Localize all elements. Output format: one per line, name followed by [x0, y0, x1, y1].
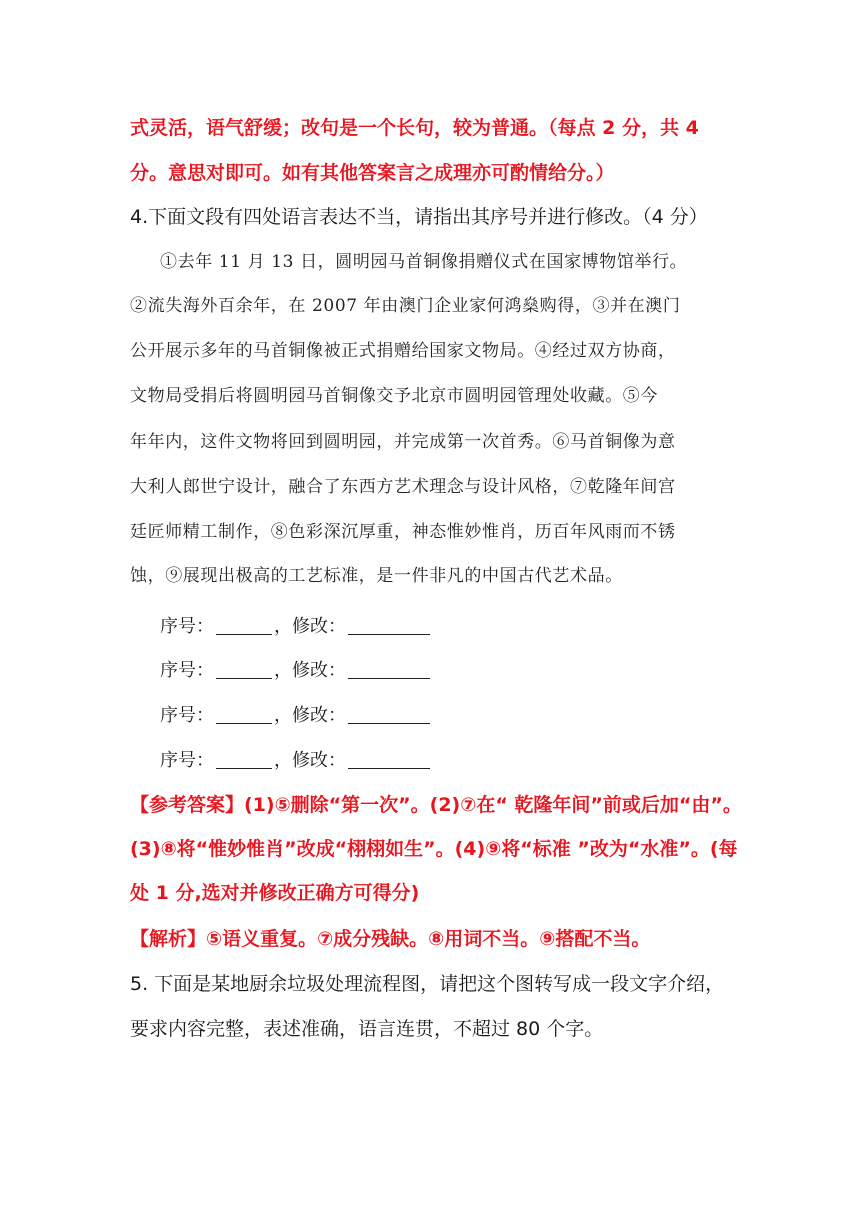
- question-5-line-2: 要求内容完整，表述准确，语言连贯，不超过 80 个字。: [130, 1018, 604, 1040]
- reference-answer-line-3: 处 1 分,选对并修改正确方可得分): [130, 882, 420, 904]
- passage-line-2: ②流失海外百余年，在 2007 年由澳门企业家何鸿燊购得，③并在澳门: [130, 296, 681, 316]
- answer-blank-row: [160, 750, 430, 770]
- revision-blank[interactable]: [348, 660, 430, 679]
- revision-blank[interactable]: [348, 705, 430, 724]
- reference-answer-line-2: (3)⑧将“惟妙惟肖”改成“栩栩如生”。(4)⑨将“标准 ”改为“水准”。(每: [130, 838, 738, 860]
- serial-blank[interactable]: [216, 616, 272, 635]
- revision-label: ，修改：: [274, 616, 346, 637]
- passage-line-7: 廷匠师精工制作，⑧色彩深沉厚重，神态惟妙惟肖，历百年风雨而不锈: [130, 522, 676, 542]
- answer-blank-row: [160, 660, 430, 680]
- reference-answer-line-1: 【参考答案】(1)⑤删除“第一次”。(2)⑦在“ 乾隆年间”前或后加“由”。: [130, 794, 742, 816]
- revision-blank[interactable]: [348, 616, 430, 635]
- serial-label: 序号：: [160, 750, 214, 771]
- revision-label: ，修改：: [274, 750, 346, 771]
- passage-line-4: 文物局受捐后将圆明园马首铜像交予北京市圆明园管理处收藏。⑤今: [130, 386, 658, 406]
- serial-label: 序号：: [160, 705, 214, 726]
- revision-blank[interactable]: [348, 750, 430, 769]
- prev-answer-line-2: 分。意思对即可。如有其他答案言之成理亦可酌情给分。）: [130, 162, 615, 184]
- revision-label: ，修改：: [274, 705, 346, 726]
- passage-line-3: 公开展示多年的马首铜像被正式捐赠给国家文物局。④经过双方协商，: [130, 341, 676, 361]
- question-4-prompt: 4.下面文段有四处语言表达不当，请指出其序号并进行修改。（4 分）: [130, 206, 708, 228]
- serial-blank[interactable]: [216, 660, 272, 679]
- passage-line-8: 蚀，⑨展现出极高的工艺标准，是一件非凡的中国古代艺术品。: [130, 566, 623, 586]
- serial-label: 序号：: [160, 660, 214, 681]
- answer-blank-row: [160, 616, 430, 636]
- revision-label: ，修改：: [274, 660, 346, 681]
- question-5-line-1: 5. 下面是某地厨余垃圾处理流程图，请把这个图转写成一段文字介绍，: [130, 973, 725, 995]
- serial-blank[interactable]: [216, 750, 272, 769]
- passage-line-1: ①去年 11 月 13 日，圆明园马首铜像捐赠仪式在国家博物馆举行。: [160, 252, 688, 272]
- serial-blank[interactable]: [216, 705, 272, 724]
- passage-line-6: 大利人郎世宁设计，融合了东西方艺术理念与设计风格，⑦乾隆年间宫: [130, 477, 676, 497]
- prev-answer-line-1: 式灵活，语气舒缓；改句是一个长句，较为普通。（每点 2 分，共 4: [130, 117, 699, 139]
- answer-blank-row: [160, 705, 430, 725]
- analysis-line: 【解析】⑤语义重复。⑦成分残缺。⑧用词不当。⑨搭配不当。: [130, 928, 651, 950]
- serial-label: 序号：: [160, 616, 214, 637]
- passage-line-5: 年年内，这件文物将回到圆明园，并完成第一次首秀。⑥马首铜像为意: [130, 432, 676, 452]
